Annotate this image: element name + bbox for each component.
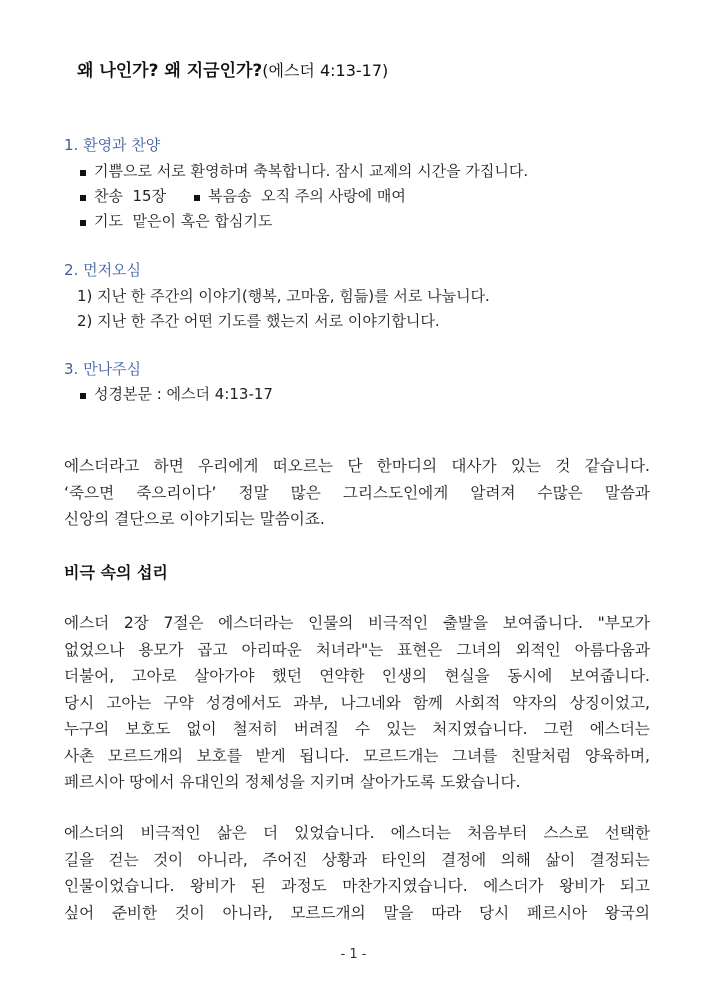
list-item: 1) 지난 한 주간의 이야기(행복, 고마움, 힘듦)를 서로 나눕니다.: [77, 287, 490, 305]
bullet-line: 기도 맡은이 혹은 합심기도: [80, 210, 272, 231]
text-line: 인물이었습니다. 왕비가 된 과정도 마찬가지였습니다. 에스더가 왕비가 되고: [64, 877, 650, 895]
text-line: 페르시아 땅에서 유대인의 정체성을 지키며 살아가도록 도왔습니다.: [64, 773, 521, 791]
text-line: 에스더 2장 7절은 에스더라는 인물의 비극적인 출발을 보여줍니다. "부모가: [64, 614, 650, 632]
section-heading-first-coming: 2. 먼저오심: [64, 261, 142, 279]
page-number: - 1 -: [340, 947, 367, 962]
text-line: 에스더의 비극적인 삶은 더 있었습니다. 에스더는 처음부터 스스로 선택한: [64, 824, 650, 842]
text-line: 싶어 준비한 것이 아니라, 모르드개의 말을 따라 당시 페르시아 왕국의: [64, 903, 650, 922]
text-line: 없었으나 용모가 곱고 아리따운 처녀라"는 표현은 그녀의 외적인 아름다움과: [64, 640, 650, 659]
text-line: 길을 걷는 것이 아니라, 주어진 상황과 타인의 결정에 의해 삶이 결정되는: [64, 850, 650, 869]
text-line: 당시 고아는 구약 성경에서도 과부, 나그네와 함께 사회적 약자의 상징이었고,: [64, 693, 650, 712]
text-line: 사촌 모르드개의 보호를 받게 됩니다. 모르드개는 그녀를 친딸처럼 양육하며,: [64, 746, 650, 765]
square-bullet-icon: [80, 393, 86, 399]
square-bullet-icon: [80, 195, 86, 201]
text-line: 에스더라고 하면 우리에게 떠오르는 단 한마디의 대사가 있는 것 같습니다.: [64, 457, 650, 475]
title-reference: (에스더 4:13-17): [262, 61, 389, 80]
body-paragraph-1: [64, 610, 650, 796]
document-title: [77, 56, 677, 81]
text-line: 신앙의 결단으로 이야기되는 말씀이죠.: [64, 510, 325, 528]
list-item: 2) 지난 한 주간 어떤 기도를 했는지 서로 이야기합니다.: [77, 312, 440, 330]
subheading: 비극 속의 섭리: [64, 563, 168, 582]
intro-paragraph: [64, 453, 650, 533]
bullet-line: 성경본문 : 에스더 4:13-17: [80, 383, 273, 404]
section-heading-welcome: 1. 환영과 찬양: [64, 136, 161, 154]
text-line: 더불어, 고아로 살아가야 했던 연약한 인생의 현실을 동시에 보여줍니다.: [64, 667, 650, 685]
section-heading-meeting: 3. 만나주심: [64, 360, 142, 378]
text-line: ‘죽으면 죽으리이다’ 정말 많은 그리스도인에게 알려져 수많은 말씀과: [64, 483, 650, 502]
body-paragraph-2: [64, 820, 650, 926]
square-bullet-icon: [80, 170, 86, 176]
square-bullet-icon: [194, 195, 200, 201]
bullet-line: 기쁨으로 서로 환영하며 축복합니다. 잠시 교제의 시간을 가집니다.: [80, 160, 528, 181]
title-main: 왜 나인가? 왜 지금인가?: [77, 61, 263, 81]
bullet-line: 찬송 15장 복음송 오직 주의 사랑에 매여: [80, 185, 406, 206]
square-bullet-icon: [80, 220, 86, 226]
text-line: 누구의 보호도 없이 철저히 버려질 수 있는 처지였습니다. 그런 에스더는: [64, 720, 650, 738]
